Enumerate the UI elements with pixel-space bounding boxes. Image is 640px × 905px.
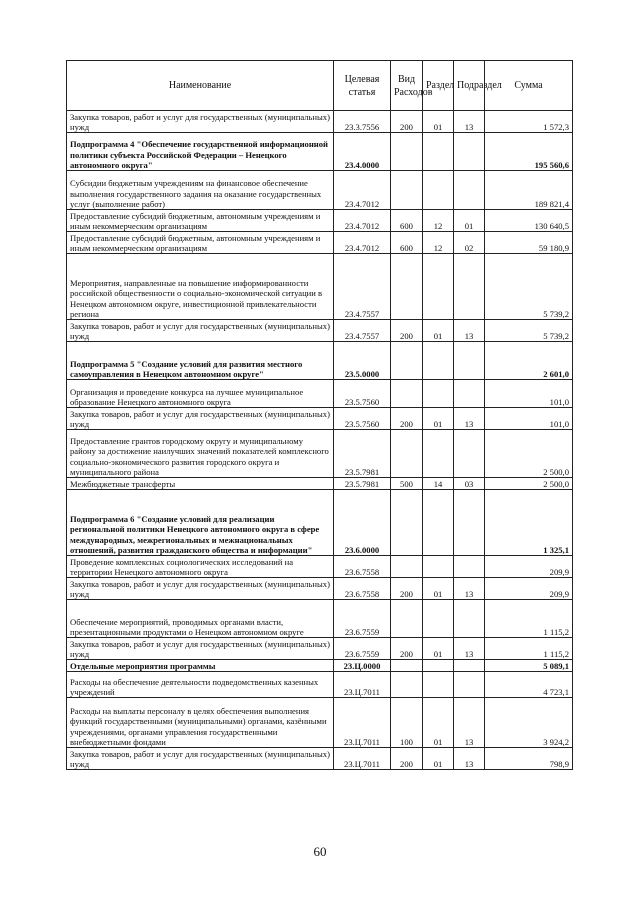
row-section	[423, 600, 454, 638]
page-number: 60	[313, 844, 327, 859]
table-row	[67, 478, 573, 490]
row-sum: 2 500,0	[485, 478, 573, 490]
row-code: 23.4.7012	[334, 232, 391, 254]
table-row	[67, 698, 573, 748]
row-subsection	[454, 556, 485, 578]
row-type: 200	[391, 638, 423, 660]
row-sum: 5 089,1	[485, 660, 573, 672]
row-sum: 2 500,0	[485, 430, 573, 478]
row-section: 12	[423, 232, 454, 254]
row-type	[391, 660, 423, 672]
row-sum: 101,0	[485, 408, 573, 430]
row-name: Закупка товаров, работ и услуг для государственных (муниципальных) нужд	[67, 578, 334, 600]
row-name: Расходы на выплаты персоналу в целях обеспечения выполнения функций государственными (муниципальными) органами, казёнными учреждениями, органами управления государственными внебюджетными фондами	[67, 698, 334, 748]
header-sum: Сумма	[485, 61, 573, 111]
row-name: Предоставление грантов городскому округу и муниципальному району за достижение наилучших значений показателей комплексного социально-экономического развития городского округа и муниципального района	[67, 430, 334, 478]
row-subsection: 02	[454, 232, 485, 254]
row-subsection	[454, 342, 485, 380]
row-sum: 189 821,4	[485, 171, 573, 210]
row-name: Предоставление субсидий бюджетным, автономным учреждениям и иным некоммерческим организациям	[67, 232, 334, 254]
row-section: 01	[423, 748, 454, 770]
table-row	[67, 232, 573, 254]
row-type: 200	[391, 408, 423, 430]
row-code: 23.Ц.0000	[334, 660, 391, 672]
row-section: 14	[423, 478, 454, 490]
row-section	[423, 380, 454, 408]
row-section: 01	[423, 408, 454, 430]
row-sum: 130 640,5	[485, 210, 573, 232]
table-row	[67, 660, 573, 672]
row-section	[423, 672, 454, 698]
row-name: Предоставление субсидий бюджетным, автономным учреждениям и иным некоммерческим организациям	[67, 210, 334, 232]
row-name: Подпрограмма 5 "Создание условий для развития местного самоуправления в Ненецком автономном округе"	[67, 342, 334, 380]
row-type: 200	[391, 111, 423, 133]
table-row	[67, 408, 573, 430]
row-type	[391, 672, 423, 698]
row-sum: 195 560,6	[485, 133, 573, 171]
row-name: Организация и проведение конкурса на лучшее муниципальное образование Ненецкого автономного округа	[67, 380, 334, 408]
table-row	[67, 600, 573, 638]
row-name: Мероприятия, направленные на повышение информированности российской общественности о социально-экономической ситуации в Ненецком автономном округе, инвестиционной привлекательности региона	[67, 254, 334, 320]
row-sum: 1 325,1	[485, 490, 573, 556]
table-row	[67, 430, 573, 478]
row-section	[423, 171, 454, 210]
table-row	[67, 748, 573, 770]
row-code: 23.4.7557	[334, 254, 391, 320]
row-section: 01	[423, 638, 454, 660]
header-type: Вид Расходов	[391, 61, 423, 111]
row-type	[391, 556, 423, 578]
table-row	[67, 672, 573, 698]
row-type: 600	[391, 210, 423, 232]
row-name: Обеспечение мероприятий, проводимых органами власти, презентационными продуктами о Ненецком автономном округе	[67, 600, 334, 638]
row-name: Закупка товаров, работ и услуг для государственных (муниципальных) нужд	[67, 638, 334, 660]
row-code: 23.5.7981	[334, 430, 391, 478]
row-type	[391, 133, 423, 171]
row-subsection	[454, 254, 485, 320]
row-type	[391, 430, 423, 478]
row-subsection	[454, 672, 485, 698]
row-section	[423, 430, 454, 478]
row-code: 23.4.7012	[334, 210, 391, 232]
row-name: Расходы на обеспечение деятельности подведомственных казенных учреждений	[67, 672, 334, 698]
table-row	[67, 380, 573, 408]
row-code: 23.Ц.7011	[334, 748, 391, 770]
row-section: 01	[423, 578, 454, 600]
row-code: 23.6.0000	[334, 490, 391, 556]
row-section	[423, 254, 454, 320]
table-row	[67, 490, 573, 556]
row-code: 23.6.7559	[334, 638, 391, 660]
row-subsection: 13	[454, 748, 485, 770]
row-sum: 3 924,2	[485, 698, 573, 748]
row-name: Отдельные мероприятия программы	[67, 660, 334, 672]
row-subsection: 13	[454, 638, 485, 660]
row-code: 23.6.7559	[334, 600, 391, 638]
row-section	[423, 342, 454, 380]
row-subsection	[454, 133, 485, 171]
row-section: 01	[423, 698, 454, 748]
row-sum: 59 180,9	[485, 232, 573, 254]
row-code: 23.4.7012	[334, 171, 391, 210]
row-type	[391, 254, 423, 320]
row-sum: 1 115,2	[485, 638, 573, 660]
table-row	[67, 578, 573, 600]
row-code: 23.5.0000	[334, 342, 391, 380]
row-sum: 798,9	[485, 748, 573, 770]
row-section: 12	[423, 210, 454, 232]
row-subsection	[454, 171, 485, 210]
row-subsection	[454, 600, 485, 638]
row-code: 23.4.0000	[334, 133, 391, 171]
table-row	[67, 320, 573, 342]
table-row	[67, 210, 573, 232]
row-name: Закупка товаров, работ и услуг для государственных (муниципальных) нужд	[67, 748, 334, 770]
header-section: Раздел	[423, 61, 454, 111]
row-name: Закупка товаров, работ и услуг для государственных (муниципальных) нужд	[67, 320, 334, 342]
row-type	[391, 342, 423, 380]
row-type	[391, 600, 423, 638]
row-subsection	[454, 660, 485, 672]
row-subsection: 03	[454, 478, 485, 490]
table-row	[67, 171, 573, 210]
row-name: Субсидии бюджетным учреждениям на финансовое обеспечение выполнения государственного задания на оказание государственных услуг (выполнение работ)	[67, 171, 334, 210]
row-type: 200	[391, 748, 423, 770]
header-code: Целевая статья	[334, 61, 391, 111]
table-row	[67, 556, 573, 578]
row-sum: 1 115,2	[485, 600, 573, 638]
row-subsection	[454, 380, 485, 408]
row-subsection: 13	[454, 320, 485, 342]
row-code: 23.3.7556	[334, 111, 391, 133]
row-sum: 209,9	[485, 556, 573, 578]
row-type: 100	[391, 698, 423, 748]
row-code: 23.5.7981	[334, 478, 391, 490]
row-sum: 1 572,3	[485, 111, 573, 133]
row-name: Подпрограмма 4 "Обеспечение государственной информационной политики субъекта Российской Федерации – Ненецкого автономного округа"	[67, 133, 334, 171]
row-sum: 101,0	[485, 380, 573, 408]
row-section	[423, 660, 454, 672]
header-row	[67, 61, 573, 111]
row-type	[391, 380, 423, 408]
row-section	[423, 133, 454, 171]
row-subsection: 13	[454, 698, 485, 748]
row-subsection	[454, 430, 485, 478]
table-row	[67, 254, 573, 320]
row-sum: 5 739,2	[485, 320, 573, 342]
row-sum: 5 739,2	[485, 254, 573, 320]
row-sum: 209,9	[485, 578, 573, 600]
row-code: 23.Ц.7011	[334, 698, 391, 748]
row-section: 01	[423, 320, 454, 342]
table-row	[67, 111, 573, 133]
row-sum: 2 601,0	[485, 342, 573, 380]
row-subsection	[454, 490, 485, 556]
row-name: Проведение комплексных социологических исследований на территории Ненецкого автономного округа	[67, 556, 334, 578]
row-subsection: 13	[454, 408, 485, 430]
row-code: 23.Ц.7011	[334, 672, 391, 698]
row-type: 200	[391, 578, 423, 600]
row-subsection: 13	[454, 578, 485, 600]
row-code: 23.6.7558	[334, 556, 391, 578]
row-section: 01	[423, 111, 454, 133]
row-name: Закупка товаров, работ и услуг для государственных (муниципальных) нужд	[67, 408, 334, 430]
row-subsection: 13	[454, 111, 485, 133]
budget-table	[66, 60, 573, 770]
row-code: 23.5.7560	[334, 408, 391, 430]
header-subsection: Подраздел	[454, 61, 485, 111]
row-name: Закупка товаров, работ и услуг для государственных (муниципальных) нужд	[67, 111, 334, 133]
row-type: 500	[391, 478, 423, 490]
row-section	[423, 490, 454, 556]
row-code: 23.5.7560	[334, 380, 391, 408]
row-sum: 4 723,1	[485, 672, 573, 698]
row-name: Межбюджетные трансферты	[67, 478, 334, 490]
row-code: 23.6.7558	[334, 578, 391, 600]
row-type	[391, 171, 423, 210]
table-row	[67, 342, 573, 380]
row-code: 23.4.7557	[334, 320, 391, 342]
row-subsection: 01	[454, 210, 485, 232]
row-type	[391, 490, 423, 556]
row-section	[423, 556, 454, 578]
table-row	[67, 638, 573, 660]
row-name: Подпрограмма 6 "Создание условий для реализации региональной политики Ненецкого автономного округа в сфере международных, межрегиональных и межнациональных отношений, развития гражданского общества и информации"	[67, 490, 334, 556]
row-type: 200	[391, 320, 423, 342]
table-row	[67, 133, 573, 171]
row-type: 600	[391, 232, 423, 254]
header-name: Наименование	[67, 61, 334, 111]
